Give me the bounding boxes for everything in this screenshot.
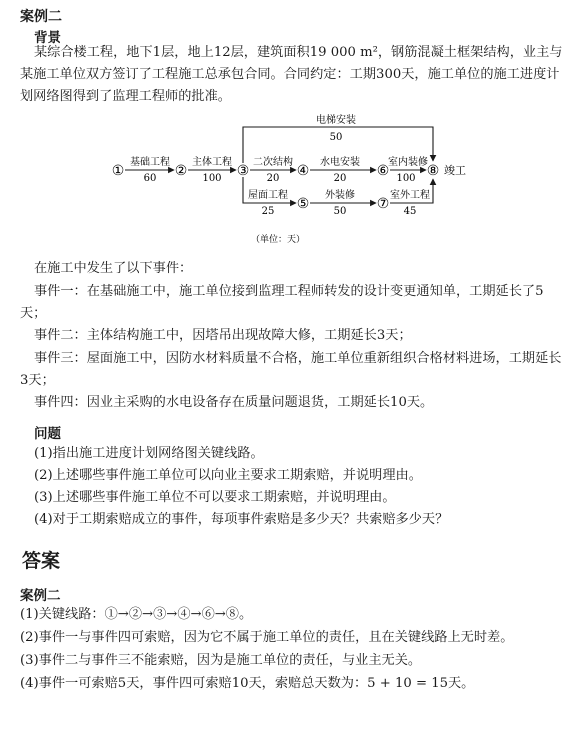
node-5: ⑤	[296, 196, 310, 212]
answer-4: (4)事件一可索赔5天，事件四可索赔10天，索赔总天数为：5 + 10 = 15天。	[20, 676, 475, 691]
node-6: ⑥	[376, 163, 390, 179]
answer-1: (1)关键线路：①→②→③→④→⑥→⑧。	[20, 607, 253, 622]
activity-name: 基础工程	[130, 157, 170, 168]
activity-duration: 50	[329, 132, 343, 143]
event-1: 事件一：在基础施工中，施工单位接到监理工程师转发的设计变更通知单，工期延长了5天；	[20, 284, 544, 321]
node-7: ⑦	[376, 196, 390, 212]
activity-duration: 50	[333, 206, 347, 217]
node-8: ⑧	[426, 163, 440, 179]
events-intro: 在施工中发生了以下事件：	[34, 261, 193, 276]
activity-name: 电梯安装	[316, 115, 356, 126]
question-1: (1)指出施工进度计划网络图关键线路。	[34, 446, 264, 461]
activity-name: 二次结构	[253, 157, 293, 168]
activity-name: 室内装修	[388, 157, 428, 168]
activity-duration: 60	[143, 173, 157, 184]
end-label: 竣工	[444, 164, 466, 177]
node-4: ④	[296, 163, 310, 179]
answer-3: (3)事件二与事件三不能索赔，因为是施工单位的责任，与业主无关。	[20, 653, 422, 668]
activity-name: 屋面工程	[248, 190, 288, 201]
activity-duration: 25	[261, 206, 275, 217]
activity-name: 水电安装	[320, 157, 360, 168]
question-4: (4)对于工期索赔成立的事件，每项事件索赔是多少天？共索赔多少天？	[34, 512, 449, 527]
activity-duration: 100	[396, 173, 416, 184]
node-3: ③	[236, 163, 250, 179]
event-2: 事件二：主体结构施工中，因塔吊出现故障大修，工期延长3天；	[34, 328, 412, 343]
activity-name: 外装修	[325, 190, 355, 201]
activity-name: 室外工程	[390, 190, 430, 201]
case-title: 案例二	[20, 9, 62, 25]
network-diagram	[100, 112, 466, 252]
question-3: (3)上述哪些事件施工单位不可以要求工期索赔，并说明理由。	[34, 490, 396, 505]
event-3: 事件三：屋面施工中，因防水材料质量不合格，施工单位重新组织合格材料进场，工期延长3天；	[20, 351, 562, 388]
activity-duration: 20	[333, 173, 347, 184]
activity-name: 主体工程	[192, 157, 232, 168]
question-2: (2)上述哪些事件施工单位可以向业主要求工期索赔，并说明理由。	[34, 468, 422, 483]
answer-2: (2)事件一与事件四可索赔，因为它不属于施工单位的责任，且在关键线路上无时差。	[20, 630, 514, 645]
activity-duration: 45	[403, 206, 417, 217]
activity-duration: 100	[202, 173, 222, 184]
event-4: 事件四：因业主采购的水电设备存在质量问题退货，工期延长10天。	[34, 395, 434, 410]
background-text: 某综合楼工程，地下1层，地上12层，建筑面积19 000 m²，钢筋混凝土框架结构，业主与某施工单位双方签订了工程施工总承包合同。合同约定：工期300天，施工单位的施工进度计划网络图得到了监理工程师的批准。	[20, 45, 563, 104]
background-heading: 背景	[34, 30, 61, 46]
questions-heading: 问题	[34, 426, 61, 442]
node-2: ②	[174, 163, 188, 179]
answers-heading: 答案	[22, 550, 61, 572]
unit-caption: （单位：天）	[250, 235, 306, 245]
activity-duration: 20	[266, 173, 280, 184]
node-1: ①	[111, 163, 125, 179]
answers-case-title: 案例二	[20, 588, 61, 604]
